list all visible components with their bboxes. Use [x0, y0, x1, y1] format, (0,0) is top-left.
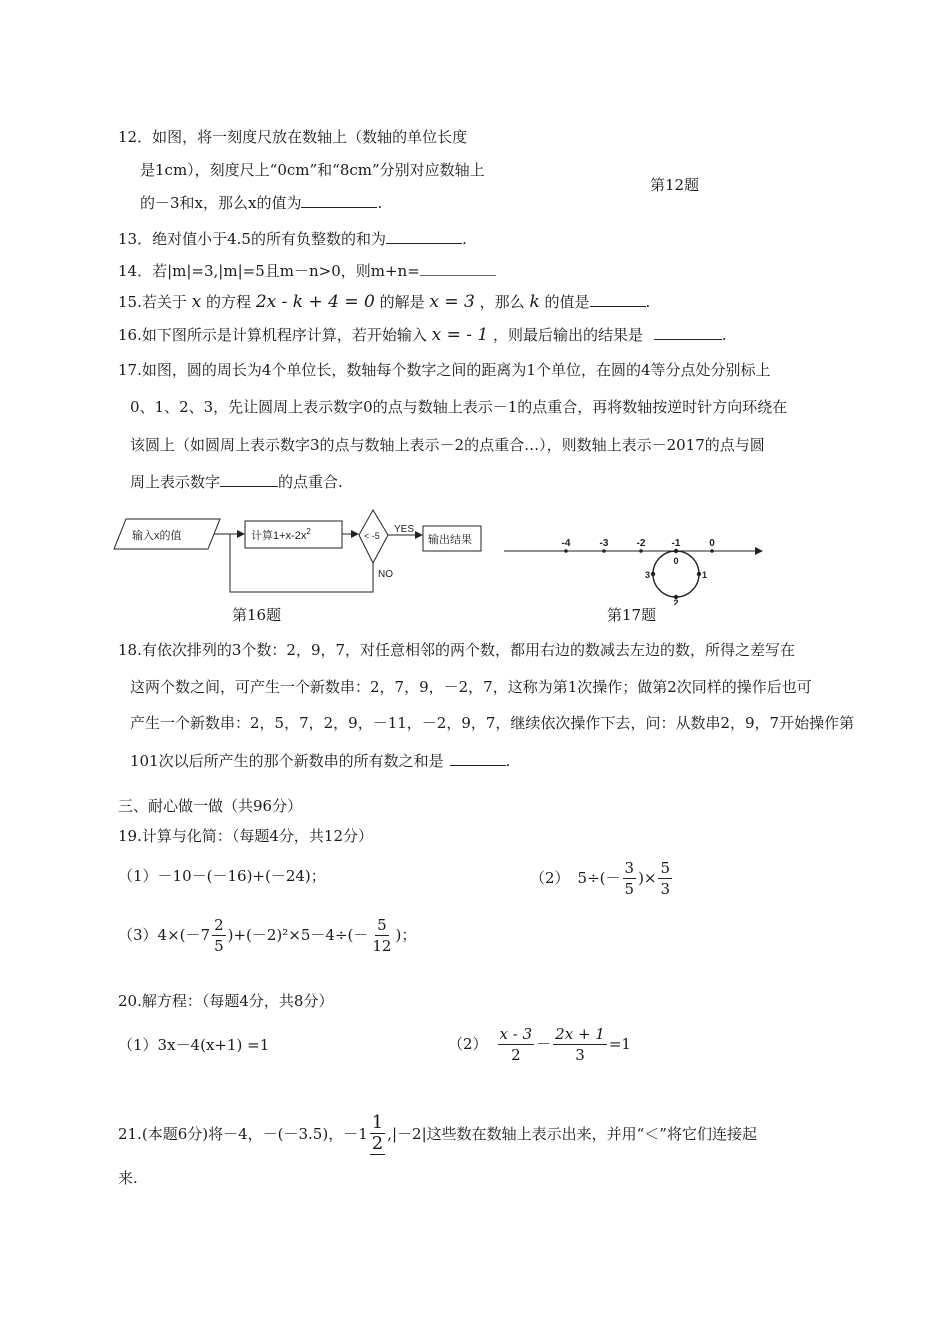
axis-tick-label: -4: [561, 538, 571, 549]
q21-line2: 来.: [118, 1169, 138, 1187]
compute-label: [251, 527, 311, 542]
q14-answer-blank[interactable]: [420, 261, 496, 276]
q12-period: .: [377, 194, 383, 212]
q18-line4-text: 101次以后所产生的那个新数串的所有数之和是: [130, 752, 444, 770]
q20-part2-label: （2）: [448, 1035, 488, 1053]
frac-denominator: 12: [372, 936, 392, 955]
q18-period: .: [505, 752, 511, 770]
q19-part2-a: 5÷(－: [577, 869, 621, 887]
q14-text: 14．若|m|=3,|m|=5且m－n>0，则m+n=: [118, 262, 420, 280]
q13-text: 13．绝对值小于4.5的所有负整数的和为: [118, 230, 386, 248]
q19-part3-frac1: [212, 915, 226, 956]
circle-point-dot: [674, 549, 678, 553]
q19-part3-b: )+(－2)²×5－4÷(－: [227, 926, 369, 944]
circle-point-dot: [697, 572, 701, 576]
q19-part3-frac2: [370, 915, 393, 956]
q19-part1: （1）－10－(－16)+(－24)；: [118, 867, 326, 885]
q19-part2-label: （2）: [530, 869, 570, 887]
q21-prefix: 21.(本题6分)将－4，－(－3.5)，－1: [118, 1125, 368, 1143]
axis-tick-label: -3: [599, 538, 609, 549]
q18-line1: 18.有依次排列的3个数：2，9，7，对任意相邻的两个数，都用右边的数减去左边的数，所得之差写在: [118, 641, 796, 659]
q15-prefix: 15.若关于: [118, 293, 187, 311]
compute-label-text: 计算1+x-2x: [251, 530, 307, 542]
compute-box: [245, 521, 342, 548]
q19-title: 19.计算与化简：（每题4分，共12分）: [118, 827, 373, 845]
q17-line2: 0、1、2、3，先让圆周上表示数字0的点与数轴上表示－1的点重合，再将数轴按逆时针方向环绕在: [130, 398, 788, 416]
circle-point-label: 2: [673, 598, 679, 605]
q19-part3-a: （3）4×(－7: [118, 926, 211, 944]
frac-denominator: 2: [371, 1133, 384, 1154]
compute-exponent: 2: [306, 527, 311, 536]
q15-mid1: 的方程: [206, 293, 252, 311]
q20-title: 20.解方程：（每题4分，共8分）: [118, 992, 334, 1010]
q15-equation: 2x - k + 4 = 0: [255, 292, 375, 312]
q19-part2-frac2: [658, 858, 672, 899]
q16-period: .: [721, 326, 727, 344]
circle-points: [645, 549, 707, 605]
q16-suffix: ，则最后输出的结果是: [493, 326, 644, 344]
q18-line2: 这两个数之间，可产生一个新数串：2，7，9，－2，7，这称为第1次操作；做第2次同样的操作后也可: [130, 678, 812, 696]
frac-denominator: 3: [575, 1045, 585, 1064]
q18-line4: [130, 751, 510, 771]
numberline-figure: [500, 530, 770, 605]
section-3-title: 三、耐心做一做（共96分）: [118, 797, 303, 815]
axis-tick-dot: [564, 549, 568, 553]
circle-point-label: 3: [644, 570, 650, 580]
input-label: 输入x的值: [132, 530, 182, 542]
q19-part2-b: )×: [638, 869, 657, 887]
q17-line4-a: 周上表示数字: [130, 473, 221, 491]
q13-answer-blank[interactable]: [386, 229, 462, 244]
q12-line3: [140, 193, 382, 213]
frac-numerator: 2x + 1: [555, 1024, 605, 1043]
frac-numerator: 1: [371, 1112, 384, 1133]
q18-line3: 产生一个新数串：2，5，7，2，9，－11，－2，9，7，继续依次操作下去，问：从数串2，9，7开始操作第: [130, 714, 855, 732]
axis-tick-dot: [710, 549, 714, 553]
condition-diamond: [359, 510, 388, 563]
frac-numerator: x - 3: [499, 1024, 533, 1043]
q12-caption: 第12题: [650, 176, 700, 194]
frac-numerator: 2: [214, 915, 224, 934]
circle-point-dot: [651, 572, 655, 576]
q15-mid2: 的解是: [379, 293, 425, 311]
q17-line4: [130, 472, 343, 492]
q17-line3: 该圆上（如圆周上表示数字3的点与数轴上表示－2的点重合…），则数轴上表示－2017的点与圆: [130, 436, 765, 454]
q13-period: .: [461, 230, 467, 248]
axis-tick-label: -2: [636, 538, 646, 549]
q17-line1: 17.如图，圆的周长为4个单位长，数轴每个数字之间的距离为1个单位，在圆的4等分点处分别标上: [118, 361, 771, 379]
q15-period: .: [645, 293, 651, 311]
axis-tick-dot: [639, 549, 643, 553]
yes-label: YES: [394, 524, 415, 535]
q16-prefix: 16.如下图所示是计算机程序计算，若开始输入: [118, 326, 427, 344]
q12-line3-text: 的－3和x，那么x的值为: [140, 194, 302, 212]
no-label: NO: [378, 569, 393, 580]
output-label: 输出结果: [428, 534, 472, 546]
q15-solution: x = 3: [429, 292, 475, 312]
q15-mid3: ，那么: [479, 293, 525, 311]
frac-denominator: 5: [624, 879, 635, 898]
frac-denominator: 5: [214, 936, 224, 955]
q17-answer-blank[interactable]: [220, 472, 278, 487]
axis-tick-label: 0: [709, 538, 715, 549]
q20-part2-end: =1: [608, 1035, 631, 1053]
q20-part2-frac2: [553, 1024, 607, 1065]
q19-part3: [118, 913, 416, 957]
q16-figure-caption: 第16题: [232, 606, 282, 624]
q13: [118, 229, 467, 249]
frac-numerator: 5: [660, 858, 671, 877]
q19-part3-c: )；: [395, 926, 417, 944]
q12-line1: 12．如图，将一刻度尺放在数轴上（数轴的单位长度: [118, 128, 468, 146]
q17-line4-b: 的点重合.: [278, 473, 343, 491]
q17-figure-caption: 第17题: [607, 606, 657, 624]
q15-var-k: k: [529, 292, 540, 312]
q16-answer-blank[interactable]: [654, 325, 722, 340]
q16-input: x = - 1: [431, 325, 489, 345]
circle-point-label: 0: [673, 556, 679, 566]
q21-mixed-fraction: [370, 1113, 385, 1155]
q19-part2: [530, 856, 674, 900]
q15-answer-blank[interactable]: [590, 292, 646, 307]
axis-tick-label: -1: [671, 538, 681, 549]
q16: [118, 325, 727, 345]
q12-line2: 是1cm），刻度尺上“0cm”和“8cm”分别对应数轴上: [140, 161, 485, 179]
q12-answer-blank[interactable]: [301, 193, 377, 208]
frac-numerator: 5: [377, 915, 387, 934]
q21-line1: [118, 1112, 757, 1156]
q20-part2-frac1: [498, 1024, 535, 1065]
q15: [118, 292, 650, 312]
q15-mid4: 的值是: [544, 293, 590, 311]
q20-part1: （1）3x－4(x+1) =1: [118, 1036, 270, 1054]
flowchart-figure: [110, 508, 500, 603]
q21-suffix: ,|－2|这些数在数轴上表示出来，并用“＜”将它们连接起: [387, 1125, 757, 1143]
frac-numerator: 3: [624, 858, 635, 877]
q19-part2-frac1: [623, 858, 637, 899]
frac-denominator: 2: [511, 1045, 521, 1064]
output-box: [423, 526, 481, 551]
q18-answer-blank[interactable]: [450, 751, 506, 766]
axis-tick-dot: [602, 549, 606, 553]
condition-label: < -5: [364, 531, 380, 541]
q20-part2-minus: －: [536, 1035, 552, 1053]
q15-var-x: x: [191, 292, 202, 312]
input-parallelogram: [114, 519, 220, 549]
frac-denominator: 3: [660, 879, 671, 898]
q20-part2: [448, 1021, 631, 1067]
circle-point-label: 1: [702, 570, 708, 580]
q14: [118, 261, 496, 281]
